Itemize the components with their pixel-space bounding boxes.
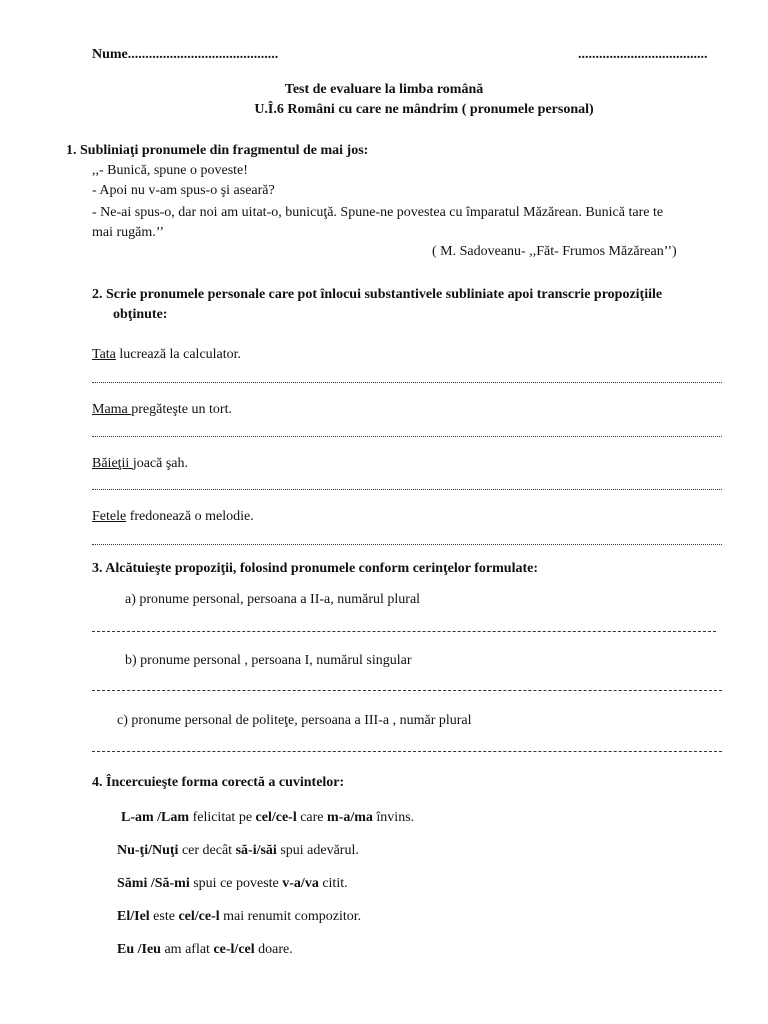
q1-citation: ( M. Sadoveanu- ,,Făt- Frumos Măzărean’’): [432, 244, 677, 259]
q4-sentence: [117, 843, 359, 859]
q1-text-line: ,,- Bunică, spune o poveste!: [92, 163, 248, 178]
sentence-text: felicitat pe: [189, 810, 256, 825]
underlined-noun: Băieţii: [92, 456, 133, 471]
q3-item: c) pronume personal de politeţe, persoana a III-a , număr plural: [117, 713, 472, 728]
q4-sentence: [117, 942, 293, 958]
answer-line[interactable]: [92, 436, 722, 437]
answer-line[interactable]: [92, 631, 716, 632]
q1-text-line: mai rugăm.’’: [92, 225, 165, 240]
word-choice[interactable]: Nu-ţi/Nuţi: [117, 843, 179, 858]
word-choice[interactable]: v-a/va: [282, 876, 319, 891]
sentence-text: citit.: [318, 876, 348, 891]
sentence-text: cer decât: [178, 843, 236, 858]
word-choice[interactable]: Eu /Ieu: [117, 942, 161, 957]
q1-heading: 1. Subliniaţi pronumele din fragmentul de mai jos:: [66, 143, 369, 158]
q1-text-line: - Ne-ai spus-o, dar noi am uitat-o, bunicuţă. Spune-ne povestea cu împaratul Măzărean. Bunică tare te: [92, 205, 664, 220]
sentence-text: am aflat: [160, 942, 214, 957]
word-choice[interactable]: ce-l/cel: [213, 942, 255, 957]
sentence-text: spui ce poveste: [189, 876, 283, 891]
word-choice[interactable]: cel/ce-l: [255, 810, 297, 825]
underlined-noun: Mama: [92, 402, 132, 417]
q3-heading: 3. Alcătuieşte propoziţii, folosind pronumele conform cerinţelor formulate:: [92, 561, 538, 576]
sentence-text: învins.: [372, 810, 415, 825]
q2-heading-cont: obţinute:: [113, 307, 168, 322]
sentence-text: doare.: [254, 942, 293, 957]
document-subtitle: U.Î.6 Români cu care ne mândrim ( pronumele personal): [254, 102, 594, 117]
sentence-text: spui adevărul.: [276, 843, 359, 858]
sentence-rest: fredonează o melodie.: [126, 509, 254, 524]
date-field-blank: .....................................: [578, 47, 708, 62]
sentence-rest: pregăteşte un tort.: [131, 402, 232, 417]
answer-line[interactable]: [92, 382, 722, 383]
word-choice[interactable]: El/Iel: [117, 909, 150, 924]
q2-sentence: [92, 402, 232, 418]
q1-text-line: - Apoi nu v-am spus-o şi aseară?: [92, 183, 275, 198]
answer-line[interactable]: [92, 544, 722, 545]
q4-sentence: [121, 810, 414, 826]
sentence-text: mai renumit compozitor.: [219, 909, 362, 924]
answer-line[interactable]: [92, 690, 722, 691]
underlined-noun: Tata: [92, 347, 116, 362]
word-choice[interactable]: m-a/ma: [327, 810, 373, 825]
word-choice[interactable]: L-am /Lam: [121, 810, 190, 825]
q4-heading: 4. Încercuieşte forma corectă a cuvintelor:: [92, 775, 345, 790]
document-title: Test de evaluare la limba română: [284, 82, 484, 97]
underlined-noun: Fetele: [92, 509, 127, 524]
q2-sentence: [92, 509, 254, 525]
q2-sentence: [92, 456, 188, 472]
word-choice[interactable]: să-i/săi: [235, 843, 277, 858]
q2-heading: 2. Scrie pronumele personale care pot înlocui substantivele subliniate apoi transcrie propoziţiile: [92, 287, 663, 302]
answer-line[interactable]: [92, 489, 722, 490]
sentence-rest: lucrează la calculator.: [115, 347, 242, 362]
q2-sentence: [92, 347, 241, 363]
sentence-text: care: [296, 810, 328, 825]
q3-item: b) pronume personal , persoana I, numărul singular: [125, 653, 412, 668]
sentence-rest: joacă şah.: [132, 456, 189, 471]
q4-sentence: [117, 909, 361, 925]
name-field-label: Nume...........................................: [92, 47, 279, 62]
word-choice[interactable]: cel/ce-l: [178, 909, 220, 924]
q3-item: a) pronume personal, persoana a II-a, numărul plural: [125, 592, 421, 607]
sentence-text: este: [149, 909, 179, 924]
answer-line[interactable]: [92, 751, 722, 752]
word-choice[interactable]: Sămi /Să-mi: [117, 876, 190, 891]
q4-sentence: [117, 876, 348, 892]
